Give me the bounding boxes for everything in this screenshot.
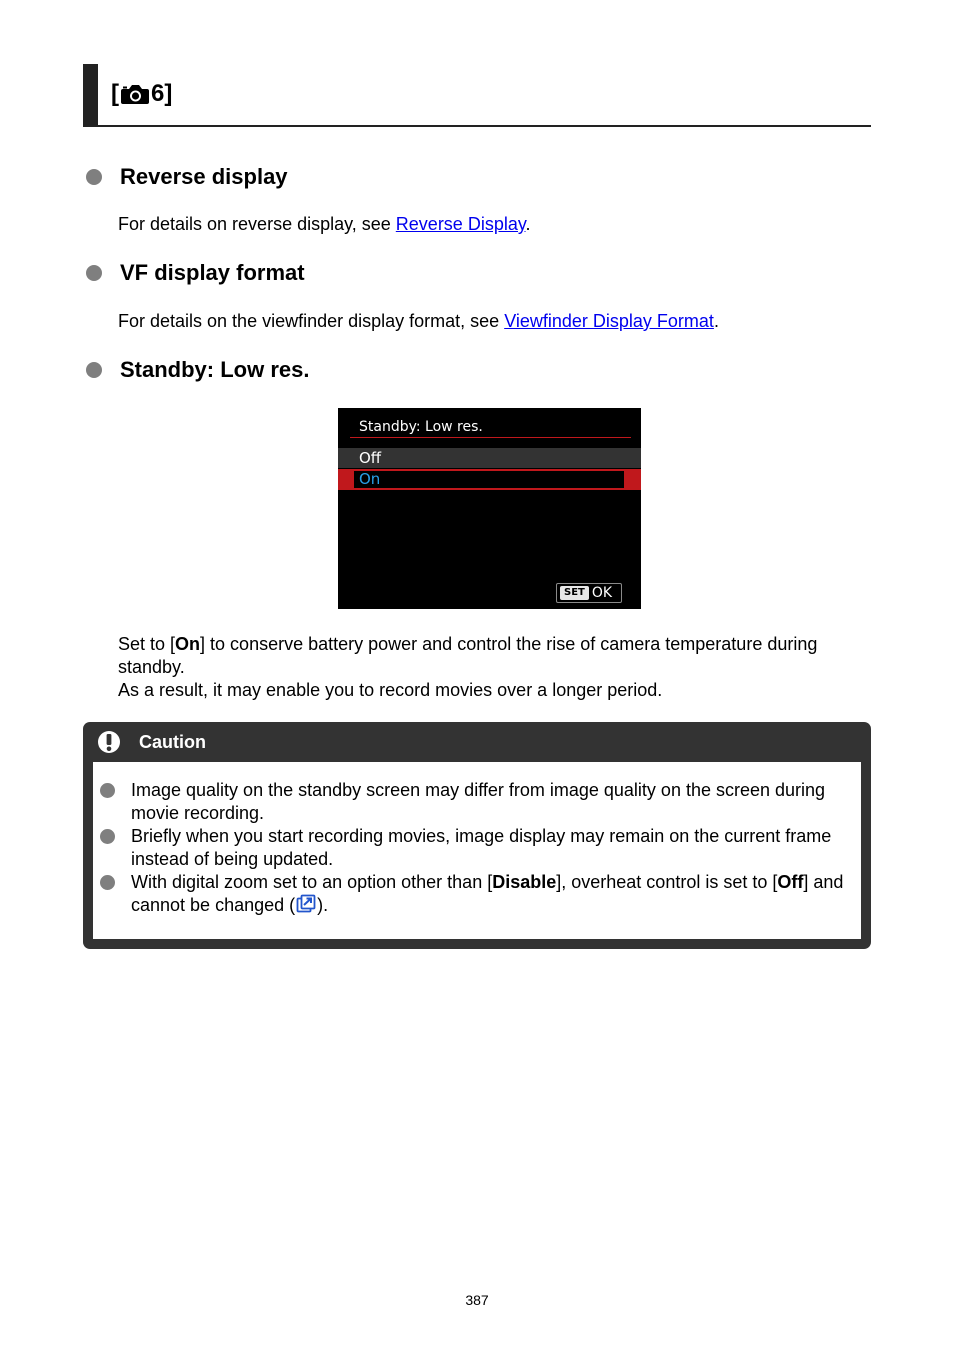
caution-item-text: Image quality on the standby screen may differ from image quality on the screen during movie recording. — [131, 780, 826, 823]
text: Set to [ — [118, 634, 176, 654]
camera-menu-title: Standby: Low res. — [359, 419, 483, 435]
paragraph-text-end: . — [713, 311, 719, 331]
caution-icon — [97, 730, 121, 754]
set-ok-indicator — [556, 583, 622, 603]
page-title — [111, 79, 172, 109]
caution-box — [83, 722, 871, 949]
text: ). — [317, 895, 329, 915]
section-heading-vf-display-format — [86, 260, 305, 286]
bullet-icon — [100, 783, 115, 798]
text: ] to conserve battery power and control the rise of camera temperature during standby. — [118, 634, 818, 677]
standby-paragraph — [118, 633, 878, 702]
bullet-icon — [86, 265, 102, 281]
camera-menu-screen — [338, 408, 641, 609]
title-open-bracket: [ — [111, 80, 119, 107]
bold-disable: Disable — [492, 872, 557, 892]
section-heading-standby-low-res — [86, 357, 309, 383]
reverse-display-link[interactable]: Reverse Display — [395, 214, 526, 234]
text: With digital zoom set to an option other than [ — [131, 872, 493, 892]
reverse-display-paragraph — [118, 213, 878, 236]
camera-menu-option-off — [338, 448, 641, 468]
camera-menu-divider — [350, 437, 631, 438]
caution-item — [93, 871, 861, 920]
vf-display-format-paragraph — [118, 310, 878, 333]
standby-line-2: As a result, it may enable you to record movies over a longer period. — [118, 680, 663, 700]
page-number: 387 — [465, 1292, 489, 1308]
header-bar — [83, 64, 98, 125]
paragraph-text: For details on reverse display, see — [118, 214, 396, 234]
title-tab-number: 6 — [151, 80, 165, 107]
caution-item-text: Briefly when you start recording movies, image display may remain on the current frame instead of being updated. — [131, 826, 832, 869]
bold-on: On — [175, 634, 201, 654]
standby-line-1 — [118, 633, 878, 679]
heading-text: Standby: Low res. — [120, 357, 310, 382]
title-close-bracket: ] — [164, 80, 173, 107]
caution-header — [97, 730, 206, 754]
selected-option-inner — [354, 471, 624, 488]
option-label: On — [359, 470, 381, 488]
text: ] and cannot be changed ( — [131, 872, 844, 915]
page-header — [83, 64, 871, 127]
page-reference-link-icon[interactable] — [296, 894, 316, 920]
paragraph-text-end: . — [525, 214, 531, 234]
bullet-icon — [100, 875, 115, 890]
paragraph-text: For details on the viewfinder display format, see — [118, 311, 505, 331]
ok-label: OK — [591, 585, 613, 601]
bold-off: Off — [777, 872, 804, 892]
caution-body — [93, 762, 861, 939]
section-heading-reverse-display — [86, 164, 288, 190]
heading-text: Reverse display — [120, 164, 288, 189]
caution-title: Caution — [139, 731, 206, 752]
caution-item — [93, 779, 861, 825]
caution-list — [93, 779, 861, 920]
bullet-icon — [100, 829, 115, 844]
set-button-label: SET — [560, 586, 589, 600]
camera-menu-option-on-selected — [338, 469, 641, 490]
viewfinder-display-format-link[interactable]: Viewfinder Display Format — [504, 311, 714, 331]
caution-item — [93, 825, 861, 871]
bullet-icon — [86, 362, 102, 378]
heading-text: VF display format — [120, 260, 305, 285]
text: ], overheat control is set to [ — [556, 872, 778, 892]
camera-icon — [120, 82, 150, 106]
bullet-icon — [86, 169, 102, 185]
option-label: Off — [359, 449, 382, 467]
